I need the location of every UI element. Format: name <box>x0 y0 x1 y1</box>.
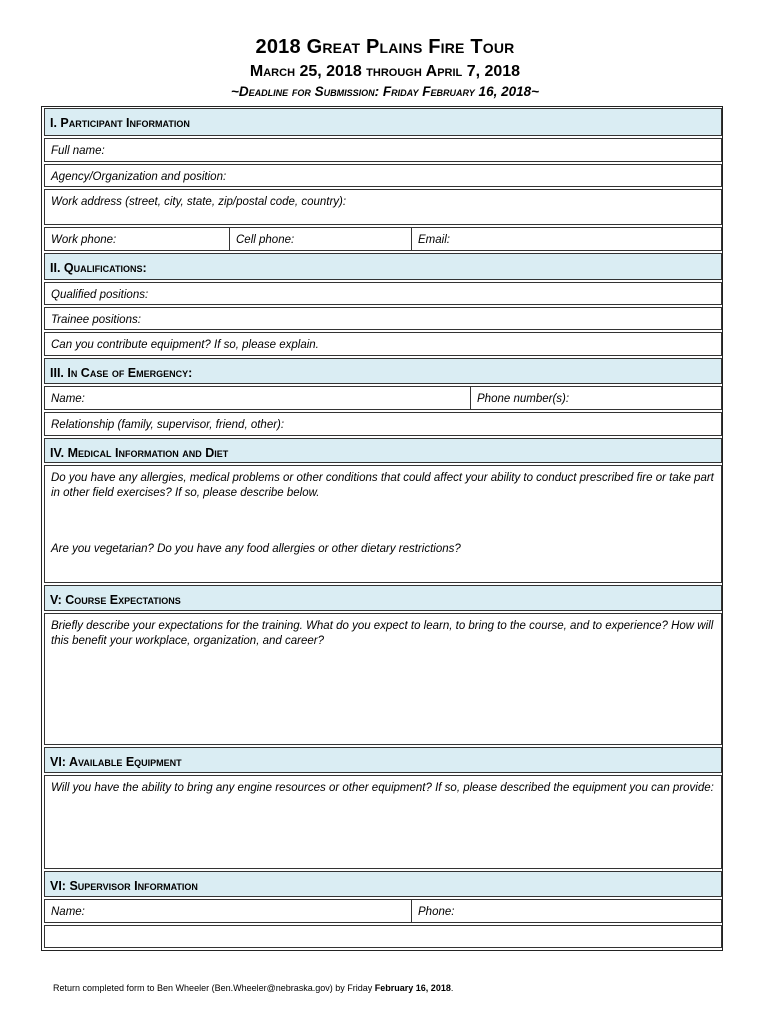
emergency-name-label: Name: <box>51 393 85 405</box>
emergency-phone-label: Phone number(s): <box>477 393 570 405</box>
emergency-contact-row <box>44 386 722 410</box>
emergency-name-field[interactable] <box>45 387 470 409</box>
supervisor-phone-field[interactable] <box>411 900 721 922</box>
cell-phone-field[interactable] <box>229 228 411 250</box>
qualified-positions-label: Qualified positions: <box>51 289 149 301</box>
expectations-question: Briefly describe your expectations for the training. What do you expect to learn, to bring to the course, and to experience? How will this benefit your workplace, organization, and career? <box>51 620 714 647</box>
section-emergency-heading: III. In Case of Emergency: <box>44 358 722 384</box>
submission-deadline: ~Deadline for Submission: Friday February 16, 2018~ <box>231 84 539 99</box>
work-address-label: Work address (street, city, state, zip/postal code, country): <box>51 196 347 208</box>
full-name-field[interactable] <box>44 138 722 162</box>
medical-question: Do you have any allergies, medical problems or other conditions that could affect your ability to conduct prescribed fire or take part in other field exercises? If so, please describe below. <box>51 472 714 499</box>
equipment-field[interactable] <box>44 775 722 869</box>
supervisor-extra-field[interactable] <box>44 925 722 948</box>
agency-field[interactable] <box>44 164 722 187</box>
email-field[interactable] <box>411 228 721 250</box>
footer-deadline: February 16, 2018 <box>374 983 451 993</box>
full-name-label: Full name: <box>51 145 105 157</box>
supervisor-name-label: Name: <box>51 906 85 918</box>
cell-phone-label: Cell phone: <box>236 234 295 246</box>
supervisor-phone-label: Phone: <box>418 906 455 918</box>
footer-note <box>53 983 453 993</box>
work-address-field[interactable] <box>44 189 722 225</box>
footer-text: Return completed form to Ben Wheeler (Ben.Wheeler@nebraska.gov) by Friday <box>53 983 375 993</box>
section-qualifications-heading: II. Qualifications: <box>44 253 722 280</box>
work-phone-label: Work phone: <box>51 234 117 246</box>
emergency-phone-field[interactable] <box>470 387 721 409</box>
relationship-field[interactable] <box>44 412 722 436</box>
supervisor-row <box>44 899 722 923</box>
form-title: 2018 Great Plains Fire Tour <box>255 36 515 58</box>
supervisor-name-field[interactable] <box>45 900 411 922</box>
equipment-question: Will you have the ability to bring any engine resources or other equipment? If so, please described the equipment you can provide: <box>51 782 714 794</box>
expectations-field[interactable] <box>44 613 722 745</box>
work-phone-field[interactable] <box>45 228 229 250</box>
diet-question: Are you vegetarian? Do you have any food allergies or other dietary restrictions? <box>51 543 461 555</box>
section-supervisor-heading: VI: Supervisor Information <box>44 871 722 897</box>
medical-field[interactable] <box>44 465 722 583</box>
contribute-equipment-label: Can you contribute equipment? If so, please explain. <box>51 339 319 351</box>
section-equipment-heading: VI: Available Equipment <box>44 747 722 773</box>
section-medical-heading: IV. Medical Information and Diet <box>44 438 722 463</box>
section-expectations-heading: V: Course Expectations <box>44 585 722 611</box>
contribute-equipment-field[interactable] <box>44 332 722 356</box>
registration-form <box>41 106 723 951</box>
qualified-positions-field[interactable] <box>44 282 722 305</box>
contact-row <box>44 227 722 251</box>
relationship-label: Relationship (family, supervisor, friend, other): <box>51 419 285 431</box>
section-participant-heading: I. Participant Information <box>44 108 722 136</box>
trainee-positions-label: Trainee positions: <box>51 314 141 326</box>
agency-label: Agency/Organization and position: <box>51 171 227 183</box>
tour-dates: March 25, 2018 through April 7, 2018 <box>249 63 521 80</box>
footer-end: . <box>450 983 454 993</box>
email-label: Email: <box>418 234 450 246</box>
trainee-positions-field[interactable] <box>44 307 722 330</box>
